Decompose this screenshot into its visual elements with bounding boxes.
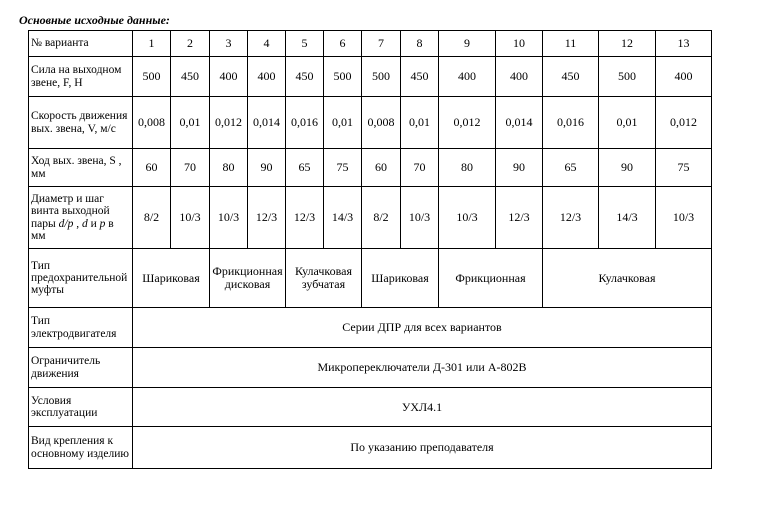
stroke-value: 80 bbox=[210, 149, 248, 187]
variant-number: 8 bbox=[401, 31, 439, 57]
clutch-label: Тип предохранительной муфты bbox=[29, 249, 133, 308]
force-value: 400 bbox=[496, 57, 543, 97]
clutch-type: Шариковая bbox=[362, 249, 439, 308]
conditions-row bbox=[29, 388, 712, 427]
screw-value: 14/3 bbox=[599, 187, 656, 249]
speed-value: 0,014 bbox=[496, 97, 543, 149]
speed-value: 0,008 bbox=[362, 97, 401, 149]
speed-value: 0,01 bbox=[599, 97, 656, 149]
force-label: Сила на выходном звене, F, Н bbox=[29, 57, 133, 97]
speed-value: 0,012 bbox=[656, 97, 712, 149]
stroke-value: 70 bbox=[171, 149, 210, 187]
stroke-value: 60 bbox=[362, 149, 401, 187]
force-value: 500 bbox=[133, 57, 171, 97]
stroke-value: 90 bbox=[599, 149, 656, 187]
speed-value: 0,016 bbox=[543, 97, 599, 149]
stroke-value: 90 bbox=[496, 149, 543, 187]
screw-value: 14/3 bbox=[324, 187, 362, 249]
speed-value: 0,016 bbox=[286, 97, 324, 149]
force-value: 500 bbox=[599, 57, 656, 97]
motor-value: Серии ДПР для всех вариантов bbox=[133, 308, 712, 348]
screw-label-sep2: и bbox=[87, 217, 100, 230]
speed-value: 0,008 bbox=[133, 97, 171, 149]
force-value: 500 bbox=[362, 57, 401, 97]
stroke-value: 65 bbox=[543, 149, 599, 187]
variant-number: 9 bbox=[439, 31, 496, 57]
screw-value: 8/2 bbox=[133, 187, 171, 249]
source-data-table bbox=[28, 30, 712, 469]
limiter-row bbox=[29, 348, 712, 388]
clutch-type: Кулачковая зубчатая bbox=[286, 249, 362, 308]
stroke-value: 75 bbox=[656, 149, 712, 187]
mounting-value: По указанию преподавателя bbox=[133, 427, 712, 469]
screw-label bbox=[29, 187, 133, 249]
clutch-type: Фрикционная bbox=[439, 249, 543, 308]
variant-number-row bbox=[29, 31, 712, 57]
speed-row bbox=[29, 97, 712, 149]
force-value: 500 bbox=[324, 57, 362, 97]
screw-value: 12/3 bbox=[286, 187, 324, 249]
screw-label-p: p bbox=[99, 217, 106, 230]
speed-label: Скорость движения вых. звена, V, м/с bbox=[29, 97, 133, 149]
screw-value: 10/3 bbox=[401, 187, 439, 249]
stroke-label: Ход вых. звена, S , мм bbox=[29, 149, 133, 187]
force-value: 450 bbox=[171, 57, 210, 97]
force-row bbox=[29, 57, 712, 97]
motor-label: Тип электродвигателя bbox=[29, 308, 133, 348]
motor-row bbox=[29, 308, 712, 348]
variant-number: 12 bbox=[599, 31, 656, 57]
force-value: 400 bbox=[248, 57, 286, 97]
clutch-type: Фрикционная дисковая bbox=[210, 249, 286, 308]
stroke-value: 70 bbox=[401, 149, 439, 187]
force-value: 450 bbox=[543, 57, 599, 97]
stroke-value: 80 bbox=[439, 149, 496, 187]
speed-value: 0,01 bbox=[324, 97, 362, 149]
clutch-row bbox=[29, 249, 712, 308]
conditions-value: УХЛ4.1 bbox=[133, 388, 712, 427]
clutch-type: Шариковая bbox=[133, 249, 210, 308]
limiter-value: Микропереключатели Д-301 или А-802В bbox=[133, 348, 712, 388]
variant-number: 7 bbox=[362, 31, 401, 57]
limiter-label: Ограничитель движения bbox=[29, 348, 133, 388]
screw-label-suffix: в мм bbox=[31, 217, 114, 242]
mounting-label: Вид крепления к основному изделию bbox=[29, 427, 133, 469]
force-value: 400 bbox=[210, 57, 248, 97]
section-heading: Основные исходные данные: bbox=[19, 13, 170, 27]
force-value: 400 bbox=[656, 57, 712, 97]
stroke-row bbox=[29, 149, 712, 187]
variant-number-label: № варианта bbox=[29, 31, 133, 57]
stroke-value: 65 bbox=[286, 149, 324, 187]
speed-value: 0,012 bbox=[439, 97, 496, 149]
variant-number: 11 bbox=[543, 31, 599, 57]
variant-number: 4 bbox=[248, 31, 286, 57]
screw-value: 10/3 bbox=[439, 187, 496, 249]
variant-number: 5 bbox=[286, 31, 324, 57]
force-value: 450 bbox=[286, 57, 324, 97]
screw-label-sep1: , bbox=[73, 217, 82, 230]
variant-number: 13 bbox=[656, 31, 712, 57]
variant-number: 6 bbox=[324, 31, 362, 57]
stroke-value: 90 bbox=[248, 149, 286, 187]
screw-value: 10/3 bbox=[171, 187, 210, 249]
screw-label-prefix: Диаметр и шаг винта выходной пары bbox=[31, 193, 110, 230]
variant-number: 10 bbox=[496, 31, 543, 57]
speed-value: 0,01 bbox=[401, 97, 439, 149]
mounting-row bbox=[29, 427, 712, 469]
force-value: 400 bbox=[439, 57, 496, 97]
speed-value: 0,01 bbox=[171, 97, 210, 149]
screw-value: 12/3 bbox=[248, 187, 286, 249]
screw-value: 10/3 bbox=[656, 187, 712, 249]
screw-label-d: d bbox=[81, 217, 88, 230]
screw-value: 10/3 bbox=[210, 187, 248, 249]
clutch-type: Кулачковая bbox=[543, 249, 712, 308]
screw-value: 8/2 bbox=[362, 187, 401, 249]
screw-row bbox=[29, 187, 712, 249]
screw-value: 12/3 bbox=[543, 187, 599, 249]
screw-value: 12/3 bbox=[496, 187, 543, 249]
conditions-label: Условия эксплуатации bbox=[29, 388, 133, 427]
variant-number: 2 bbox=[171, 31, 210, 57]
variant-number: 1 bbox=[133, 31, 171, 57]
speed-value: 0,014 bbox=[248, 97, 286, 149]
screw-label-dp: d/p bbox=[58, 217, 74, 230]
stroke-value: 75 bbox=[324, 149, 362, 187]
speed-value: 0,012 bbox=[210, 97, 248, 149]
stroke-value: 60 bbox=[133, 149, 171, 187]
variant-number: 3 bbox=[210, 31, 248, 57]
force-value: 450 bbox=[401, 57, 439, 97]
